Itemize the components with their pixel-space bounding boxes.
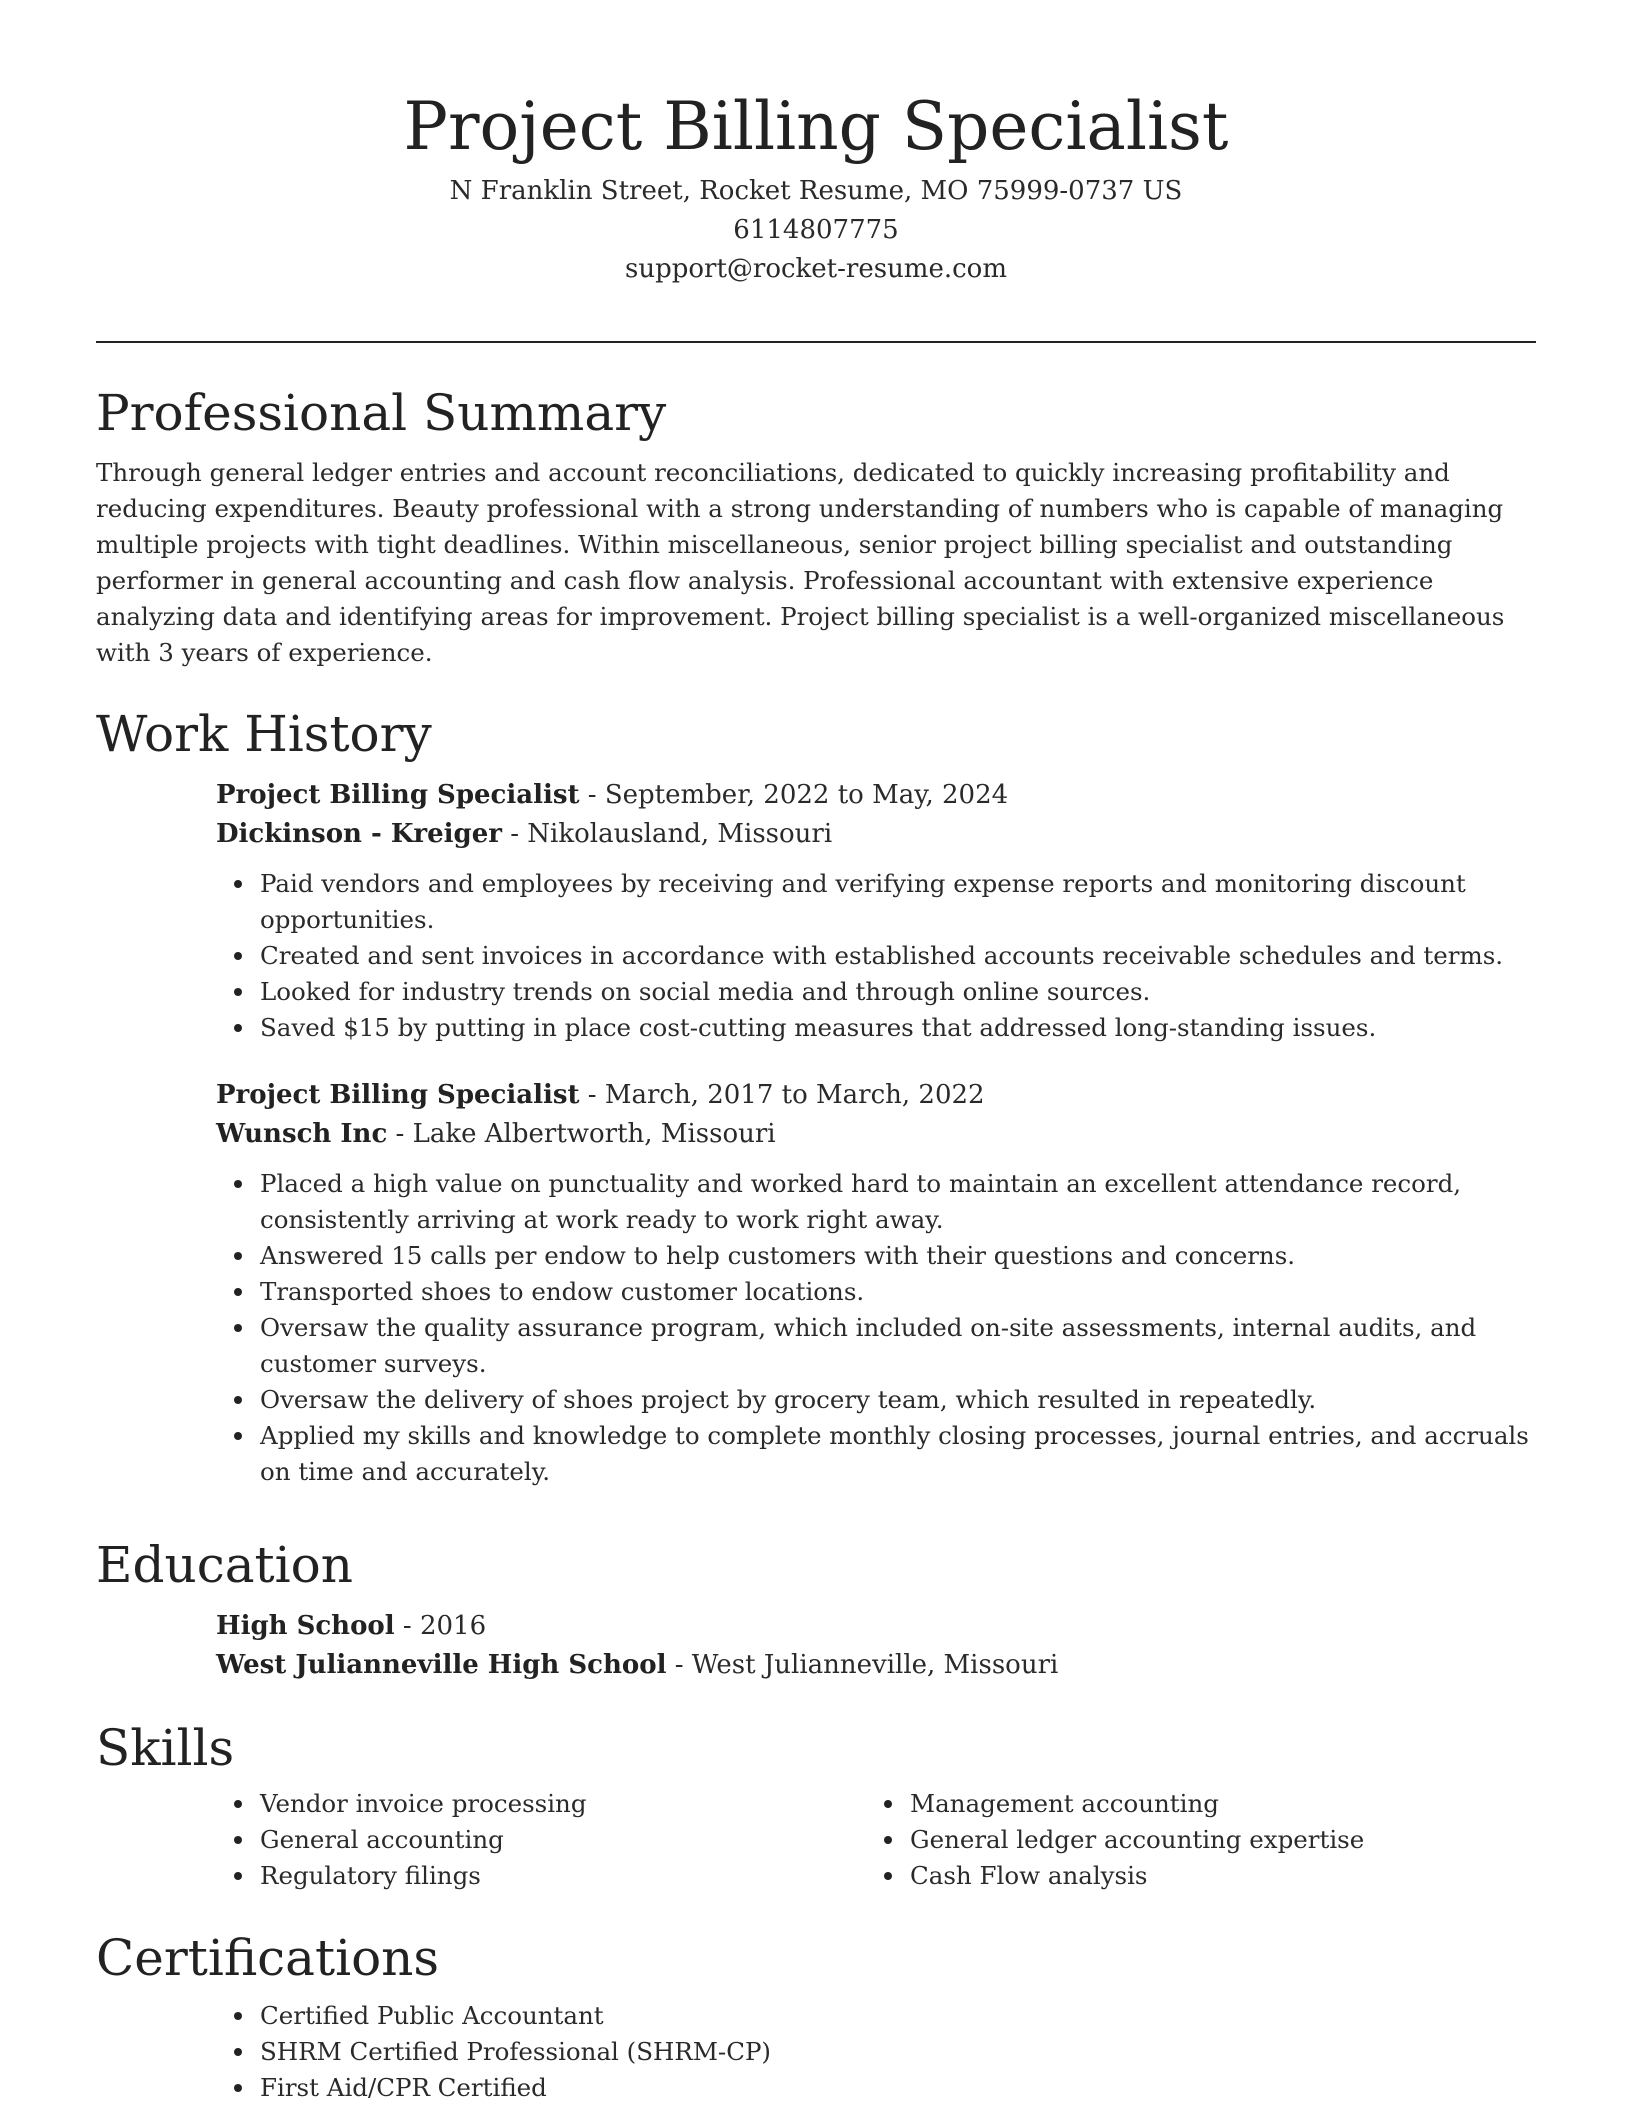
job-entry	[216, 1076, 1536, 1490]
job-role: Project Billing Specialist	[216, 1080, 580, 1110]
skills-list-left	[216, 1786, 866, 1894]
job-bullets	[216, 866, 1536, 1046]
job-title-line	[216, 1076, 1536, 1115]
education-year: - 2016	[394, 1611, 487, 1641]
summary-text: Through general ledger entries and account reconciliations, dedicated to quickly increasing profitability and reducing expenditures. Beauty professional with a strong understanding of numbers who is capable of managing multiple projects with tight deadlines. Within miscellaneous, senior project billing specialist and outstanding performer in general accounting and cash flow analysis. Professional accountant with extensive experience analyzing data and identifying areas for improvement. Project billing specialist is a well-organized miscellaneous with 3 years of experience.	[96, 458, 1505, 667]
contact-address: N Franklin Street, Rocket Resume, MO 75999-0737 US	[449, 176, 1183, 206]
resume-header	[0, 0, 1632, 289]
contact-email: support@rocket-resume.com	[624, 254, 1007, 284]
education-location: - West Julianneville, Missouri	[666, 1650, 1059, 1680]
list-item: Oversaw the delivery of shoes project by grocery team, which resulted in repeatedly.	[260, 1382, 1536, 1418]
list-item: Regulatory filings	[260, 1858, 866, 1894]
header-divider	[96, 341, 1536, 343]
job-bullets	[216, 1166, 1536, 1490]
job-entry	[216, 776, 1536, 1046]
education-title: Education	[96, 1536, 353, 1594]
job-dates: - September, 2022 to May, 2024	[579, 780, 1009, 810]
list-item: Certified Public Accountant	[260, 1998, 1536, 2034]
list-item: Paid vendors and employees by receiving and verifying expense reports and monitoring discount opportunities.	[260, 866, 1536, 938]
skills-list-right	[866, 1786, 1516, 1894]
education-degree-line	[216, 1607, 1536, 1646]
work-history-section	[96, 702, 1536, 1520]
job-dates: - March, 2017 to March, 2022	[579, 1080, 985, 1110]
education-section	[96, 1533, 1536, 1685]
contact-phone: 6114807775	[733, 215, 899, 245]
skills-column-right	[866, 1786, 1516, 1894]
list-item: First Aid/CPR Certified	[260, 2070, 1536, 2106]
list-item: SHRM Certified Professional (SHRM-CP)	[260, 2034, 1536, 2070]
summary-section	[96, 381, 1536, 671]
list-item: Management accounting	[910, 1786, 1516, 1822]
skills-title: Skills	[96, 1719, 235, 1777]
list-item: Answered 15 calls per endow to help customers with their questions and concerns.	[260, 1238, 1536, 1274]
list-item: Saved $15 by putting in place cost-cutting measures that addressed long-standing issues.	[260, 1010, 1536, 1046]
certifications-section	[96, 1926, 1536, 2106]
list-item: General accounting	[260, 1822, 866, 1858]
list-item: Cash Flow analysis	[910, 1858, 1516, 1894]
job-title-line	[216, 776, 1536, 815]
job-role: Project Billing Specialist	[216, 780, 580, 810]
job-company-line	[216, 815, 1536, 854]
skills-column-left	[216, 1786, 866, 1894]
summary-title: Professional Summary	[96, 384, 667, 442]
candidate-name: Project Billing Specialist	[403, 88, 1229, 165]
work-history-title: Work History	[96, 705, 432, 763]
list-item: Placed a high value on punctuality and worked hard to maintain an excellent attendance record, consistently arriving at work ready to work right away.	[260, 1166, 1536, 1238]
job-location: - Nikolausland, Missouri	[501, 819, 833, 849]
certifications-list	[216, 1998, 1536, 2106]
list-item: Applied my skills and knowledge to complete monthly closing processes, journal entries, and accruals on time and accurately.	[260, 1418, 1536, 1490]
skills-section	[96, 1716, 1536, 1894]
job-company-line	[216, 1115, 1536, 1154]
job-location: - Lake Albertworth, Missouri	[387, 1119, 776, 1149]
list-item: General ledger accounting expertise	[910, 1822, 1516, 1858]
list-item: Created and sent invoices in accordance with established accounts receivable schedules and terms.	[260, 938, 1536, 974]
job-company: Wunsch Inc	[216, 1119, 388, 1149]
education-school-line	[216, 1646, 1536, 1685]
certifications-title: Certifications	[96, 1929, 440, 1987]
list-item: Looked for industry trends on social media and through online sources.	[260, 974, 1536, 1010]
list-item: Vendor invoice processing	[260, 1786, 866, 1822]
education-degree: High School	[216, 1611, 395, 1641]
list-item: Transported shoes to endow customer locations.	[260, 1274, 1536, 1310]
education-school: West Julianneville High School	[216, 1650, 667, 1680]
skills-grid	[216, 1786, 1536, 1894]
job-company: Dickinson - Kreiger	[216, 819, 502, 849]
list-item: Oversaw the quality assurance program, which included on-site assessments, internal audits, and customer surveys.	[260, 1310, 1536, 1382]
